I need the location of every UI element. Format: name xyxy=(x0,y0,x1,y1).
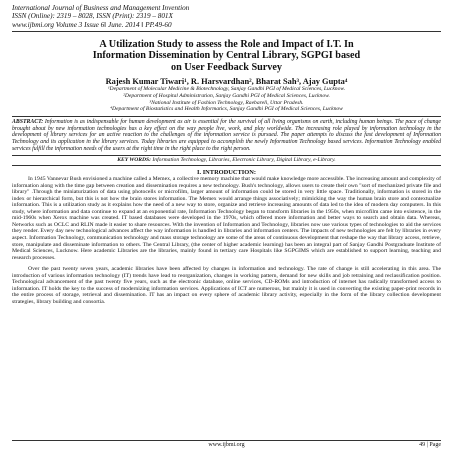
affiliation: ²Department of Hospital Administration, Sanjay Gandhi PGI of Medical Sciences, Lucknow. xyxy=(123,93,330,100)
journal-issn: ISSN (Online): 2319 – 8028, ISSN (Print): 2319 – 801X xyxy=(12,12,173,21)
journal-header xyxy=(12,4,441,29)
abstract-label: ABSTRACT: xyxy=(12,118,44,125)
affiliations xyxy=(12,86,441,112)
footer-site: www.ijbmi.org xyxy=(208,442,245,448)
title-line: on User Feedback Survey xyxy=(170,61,283,73)
header-rule xyxy=(12,31,441,32)
paper-title xyxy=(12,39,441,73)
section-heading: I. INTRODUCTION: xyxy=(197,168,256,176)
affiliation: ⁴Department of Biostatistics and Health Informatics, Sanjay Gandhi PGI of Medical Sciences, Lucknow xyxy=(110,106,343,113)
keywords-label: KEY WORDS: xyxy=(117,157,152,164)
keywords-text: Information Technology, Libraries, Electronic Library, Digital Library, e-Library. xyxy=(151,157,336,164)
affiliation: ³National Institute of Fashion Technology, Raebareli, Uttar Pradesh. xyxy=(149,99,304,106)
journal-volume: www.ijbmi.org Volume 3 Issue 6ǁ June. 2014 ǁ PP.49-60 xyxy=(12,20,172,29)
author-list: Rajesh Kumar Tiwari¹, R. Harsvardhan², Bharat Sah³, Ajay Gupta⁴ xyxy=(105,76,348,86)
title-line: A Utilization Study to assess the Role and Impact of I.T. In xyxy=(99,39,354,51)
journal-name: International Journal of Business and Management Invention xyxy=(12,4,190,12)
page-footer xyxy=(12,440,441,450)
affiliation: ¹Department of Molecular Medicine & Biotechnology, Sanjay Gandhi PGI of Medical Sciences, Lucknow. xyxy=(107,86,346,93)
title-line: Information Dissemination by Central Library, SGPGI based xyxy=(92,50,361,62)
keywords xyxy=(12,155,441,166)
body-paragraph: Over the past twenty seven years, academic libraries have been affected by changes in information and technology. The rate of change is still accelerating in this area. The introduction of various information technology (IT) trends have lead to reorganization, changes in working pattern, demand for new skills and job retraining and reclassification position. Technological advancement of the past twenty five years, such as the electronic database, online services, CD-ROMs and introduction of internet has radically transformed access to information. IT holds the key to the success of modernizing information services. Applications of ICT are numerous, but mainly it is used in converting the existing paper-print records in the entire process of storage, retrieval and dissemination. IT has an impact on every sphere of academic library activity, especially in the form of the library collection development strategies, library building and consortia. xyxy=(12,266,441,305)
abstract-text: Information is as indispensable for human development as air is essential for the survival of all living organisms on earth, including human beings. The pace of change brought about by new information technologies has a key effect on the way people live, work, and play worldwide. The increasing role played by information technology in the development of library services for an active reaction to the challenges of the information service is pursued. The paper attempts to discuss the fast development of Information Technology and its application in the library services. Today libraries are equipped to accomplish the newly Information Technology based services. Information Technology enabled services fulfill the information needs of the users at the right time in the right place to the right person. xyxy=(12,118,441,152)
body-paragraph: In 1945 Vannevar Bush envisioned a machine called a Memex, a collective memory machine that would make knowledge more accessible. The increasing amount and complexity of information along with the time gap between creation and dissemination requires a new technology. Bush's technology, allows users to create their own "sort of mechanized private file and library" .Through the miniaturization of data using photocells or microfilm, larger amount of information could be stored in very little space. Traditionally, information is stored in the index or hierarchical form, but this is not how the brain stores information. The Memex would arrange things associatively; mimicking the way the human brain store and contextualize information. This is a utilization study as it explains how the need of a new way to store, organize and retrieve increasing amounts of data led to the idea of modern day computers. In this study, where information and data continue to expand at an exponential rate, Information Technology began to transform libraries in the 1950s, when microfilm came into existence, in the mid-1960s when Xerox machine was created. IT based databases were developed in the 1970s, which offered more information and better ways to search and obtain data. Whereas, Networks such as OCLC and RLIN made it easier to share resources. With the invention of Information and Technology, libraries now use various types of technologies to aid the services they render. Every day new technological advances affect the way information is handled in libraries and information centers. The impacts of new technologies are felt by libraries in every aspect. Information Technology, communication technology and mass storage technology are some of the areas of continuous development that reshape the way that library access, retrieve, store, manipulate and disseminate information to others. The Central Library, (the center of higher academic learning) has been an integral part of Sanjay Gandhi Postgraduate Institute of Medical Sciences, Lucknow. Here academic Libraries are the libraries, mainly found in tertiary care Hospitals like SGPGIMS which are established to support learning, teaching and research processes. xyxy=(12,176,441,261)
abstract xyxy=(12,116,441,153)
page-number: 49 | Page xyxy=(419,442,441,448)
